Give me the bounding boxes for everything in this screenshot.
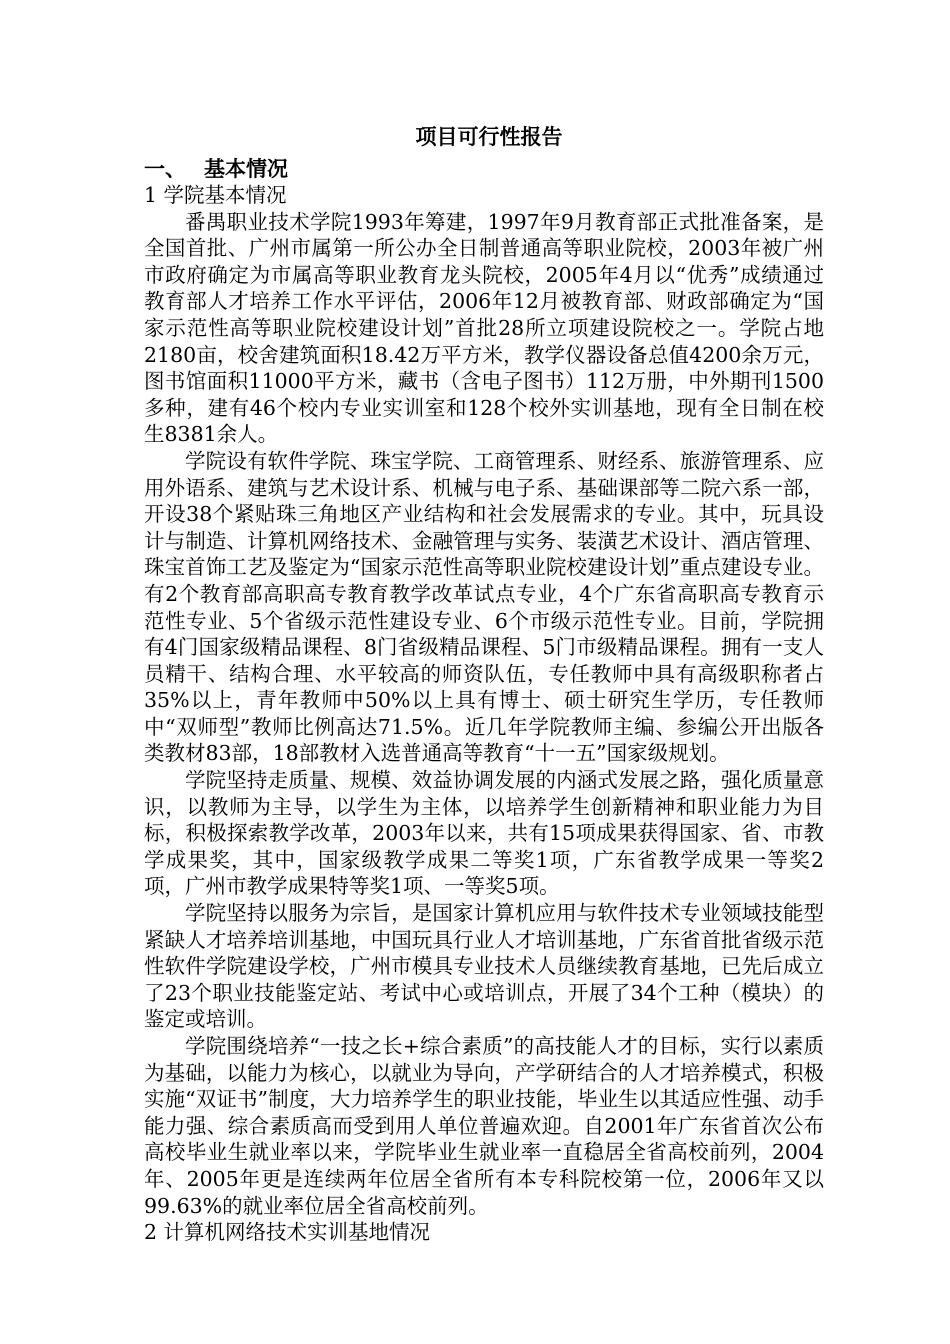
section-heading-text: 基本情况	[204, 157, 288, 181]
document-page	[144, 118, 824, 1246]
body-paragraph: 学院围绕培养“一技之长+综合素质”的高技能人才的目标，实行以素质为基础，以能力为核心，以就业为导向，产学研结合的人才培养模式，积极实施“双证书”制度，大力培养学生的职业技能，毕业生以其适应性强、动手能力强、综合素质高而受到用人单位普遍欢迎。自2001年广东省首次公布高校毕业生就业率以来，学院毕业生就业率一直稳居全省高校前列，2004年、2005年更是连续两年位居全省所有本专科院校第一位，2006年又以99.63%的就业率位居全省高校前列。	[144, 1034, 824, 1218]
body-paragraph: 学院设有软件学院、珠宝学院、工商管理系、财经系、旅游管理系、应用外语系、建筑与艺术设计系、机械与电子系、基础课部等二院六系一部，开设38个紧贴珠三角地区产业结构和社会发展需求的专业。其中，玩具设计与制造、计算机网络技术、金融管理与实务、装潢艺术设计、酒店管理、珠宝首饰工艺及鉴定为“国家示范性高等职业院校建设计划”重点建设专业。有2个教育部高职高专教育教学改革试点专业，4个广东省高职高专教育示范性专业、5个省级示范性建设专业、6个市级示范性专业。目前，学院拥有4门国家级精品课程、8门省级精品课程、5门市级精品课程。拥有一支人员精干、结构合理、水平较高的师资队伍，专任教师中具有高级职称者占35%以上，青年教师中50%以上具有博士、硕士研究生学历，专任教师中“双师型”教师比例高达71.5%。近几年学院教师主编、参编公开出版各类教材83部，18部教材入选普通高等教育“十一五”国家级规划。	[144, 448, 824, 766]
section-number: 一、	[144, 157, 186, 181]
subsection-heading: 1 学院基本情况	[144, 183, 287, 207]
body-paragraph: 学院坚持以服务为宗旨，是国家计算机应用与软件技术专业领域技能型紧缺人才培养培训基地，中国玩具行业人才培训基地，广东省首批省级示范性软件学院建设学校，广州市模具专业技术人员继续教育基地，已先后成立了23个职业技能鉴定站、考试中心或培训点，开展了34个工种（模块）的鉴定或培训。	[144, 901, 824, 1032]
body-paragraph: 学院坚持走质量、规模、效益协调发展的内涵式发展之路，强化质量意识，以教师为主导，以学生为主体，以培养学生创新精神和职业能力为目标，积极探索教学改革，2003年以来，共有15项成果获得国家、省、市教学成果奖，其中，国家级教学成果二等奖1项，广东省教学成果一等奖2项，广州市教学成果特等奖1项、一等奖5项。	[144, 768, 824, 899]
document-title: 项目可行性报告	[415, 125, 563, 149]
section-heading	[144, 156, 824, 182]
body-paragraph: 番禺职业技术学院1993年筹建，1997年9月教育部正式批准备案，是全国首批、广州市属第一所公办全日制普通高等职业院校，2003年被广州市政府确定为市属高等职业教育龙头院校，2005年4月以“优秀”成绩通过教育部人才培养工作水平评估，2006年12月被教育部、财政部确定为“国家示范性高等职业院校建设计划”首批28所立项建设院校之一。学院占地2180亩，校舍建筑面积18.42万平方米，教学仪器设备总值4200余万元，图书馆面积11000平方米，藏书（含电子图书）112万册，中外期刊1500多种，建有46个校内专业实训室和128个校外实训基地，现有全日制在校生8381余人。	[144, 209, 824, 447]
subsection-heading: 2 计算机网络技术实训基地情况	[144, 1220, 431, 1245]
